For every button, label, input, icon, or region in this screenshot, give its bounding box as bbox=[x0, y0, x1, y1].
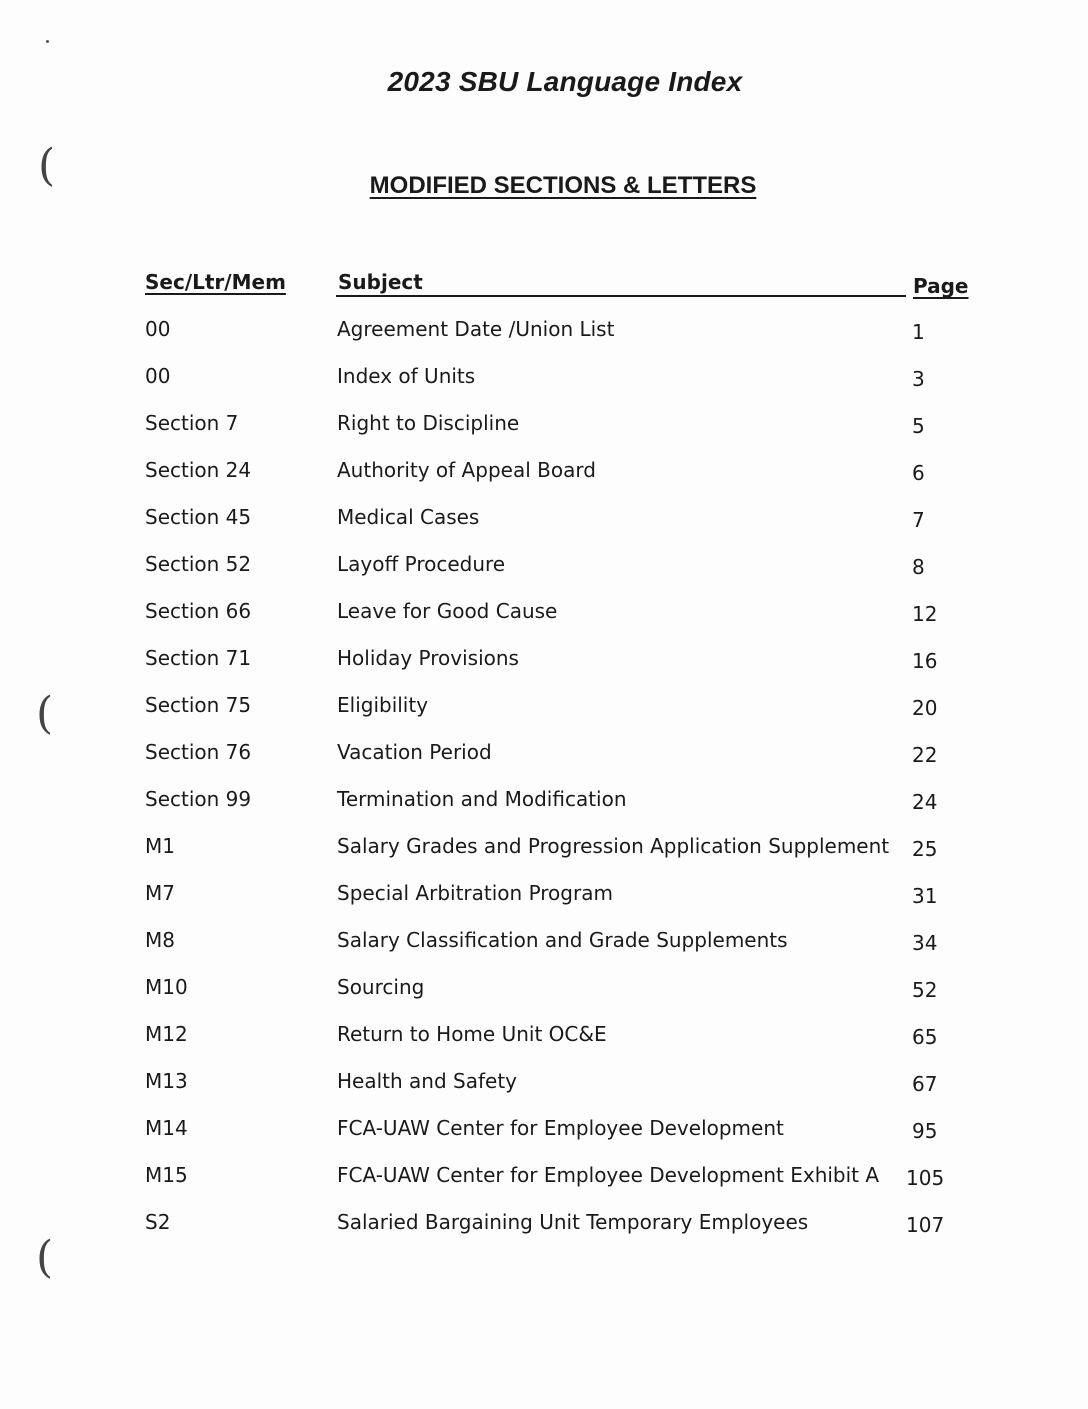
row-section: M10 bbox=[145, 975, 188, 999]
row-page: 8 bbox=[912, 555, 925, 579]
table-row bbox=[0, 458, 1088, 498]
table-row bbox=[0, 317, 1088, 357]
page-subtitle: MODIFIED SECTIONS & LETTERS bbox=[369, 172, 757, 199]
table-row bbox=[0, 599, 1088, 639]
table-row bbox=[0, 693, 1088, 733]
row-subject: Vacation Period bbox=[337, 740, 492, 764]
row-subject: Holiday Provisions bbox=[337, 646, 519, 670]
punch-hole-mark-top: ( bbox=[38, 140, 56, 191]
table-row bbox=[0, 411, 1088, 451]
row-page: 5 bbox=[912, 414, 925, 438]
row-section: Section 71 bbox=[145, 646, 252, 670]
row-subject: Health and Safety bbox=[337, 1069, 517, 1093]
table-row bbox=[0, 505, 1088, 545]
row-page: 12 bbox=[912, 602, 938, 626]
column-header-section: Sec/Ltr/Mem bbox=[145, 270, 286, 294]
row-page: 24 bbox=[912, 790, 938, 814]
row-subject: Layoff Procedure bbox=[337, 552, 506, 576]
row-page: 105 bbox=[906, 1166, 945, 1190]
table-row bbox=[0, 1163, 1088, 1203]
table-row bbox=[0, 364, 1088, 404]
row-section: M15 bbox=[145, 1163, 188, 1187]
row-subject: Eligibility bbox=[337, 693, 429, 717]
row-page: 31 bbox=[912, 884, 938, 908]
row-subject: Agreement Date /Union List bbox=[337, 317, 615, 341]
row-section: M7 bbox=[145, 881, 175, 905]
row-section: Section 24 bbox=[145, 458, 252, 482]
punch-hole-mark-middle: ( bbox=[36, 688, 54, 739]
row-subject: Index of Units bbox=[337, 364, 476, 388]
row-page: 67 bbox=[912, 1072, 938, 1096]
table-row bbox=[0, 646, 1088, 686]
table-row bbox=[0, 1022, 1088, 1062]
row-page: 22 bbox=[912, 743, 938, 767]
row-page: 95 bbox=[912, 1119, 938, 1143]
table-row bbox=[0, 1116, 1088, 1156]
row-page: 25 bbox=[912, 837, 938, 861]
row-subject: Termination and Modification bbox=[337, 787, 627, 811]
row-section: Section 66 bbox=[145, 599, 252, 623]
row-subject: Leave for Good Cause bbox=[337, 599, 558, 623]
row-section: 00 bbox=[145, 364, 171, 388]
row-page: 34 bbox=[912, 931, 938, 955]
row-subject: Salaried Bargaining Unit Temporary Employees bbox=[337, 1210, 809, 1234]
row-page: 107 bbox=[906, 1213, 945, 1237]
row-section: S2 bbox=[145, 1210, 171, 1234]
row-subject: Salary Grades and Progression Application Supplement bbox=[337, 834, 890, 858]
row-page: 20 bbox=[912, 696, 938, 720]
table-row bbox=[0, 552, 1088, 592]
row-section: Section 7 bbox=[145, 411, 239, 435]
row-section: M13 bbox=[145, 1069, 188, 1093]
row-subject: FCA-UAW Center for Employee Development bbox=[337, 1116, 784, 1140]
table-row bbox=[0, 928, 1088, 968]
row-section: M12 bbox=[145, 1022, 188, 1046]
table-row bbox=[0, 1069, 1088, 1109]
row-subject: Return to Home Unit OC&E bbox=[337, 1022, 607, 1046]
row-section: M14 bbox=[145, 1116, 188, 1140]
row-page: 3 bbox=[912, 367, 925, 391]
table-row bbox=[0, 1210, 1088, 1250]
row-subject: Special Arbitration Program bbox=[337, 881, 613, 905]
row-section: Section 45 bbox=[145, 505, 252, 529]
table-row bbox=[0, 834, 1088, 874]
row-page: 1 bbox=[912, 320, 925, 344]
row-page: 16 bbox=[912, 649, 938, 673]
row-subject: Sourcing bbox=[337, 975, 425, 999]
table-row bbox=[0, 787, 1088, 827]
row-page: 6 bbox=[912, 461, 925, 485]
row-subject: Medical Cases bbox=[337, 505, 480, 529]
row-subject: Authority of Appeal Board bbox=[337, 458, 596, 482]
row-section: M8 bbox=[145, 928, 175, 952]
column-header-subject: Subject bbox=[338, 270, 423, 294]
table-row bbox=[0, 975, 1088, 1015]
row-page: 52 bbox=[912, 978, 938, 1002]
row-subject: Right to Discipline bbox=[337, 411, 520, 435]
row-subject: FCA-UAW Center for Employee Development Exhibit A bbox=[337, 1163, 880, 1187]
row-section: Section 75 bbox=[145, 693, 252, 717]
row-subject: Salary Classification and Grade Supplements bbox=[337, 928, 788, 952]
row-page: 65 bbox=[912, 1025, 938, 1049]
row-section: 00 bbox=[145, 317, 171, 341]
column-header-page: Page bbox=[913, 274, 969, 298]
row-page: 7 bbox=[912, 508, 925, 532]
row-section: Section 99 bbox=[145, 787, 252, 811]
row-section: Section 76 bbox=[145, 740, 252, 764]
punch-hole-mark-bottom: ( bbox=[36, 1232, 54, 1283]
table-row bbox=[0, 881, 1088, 921]
table-row bbox=[0, 740, 1088, 780]
row-section: Section 52 bbox=[145, 552, 252, 576]
page-title: 2023 SBU Language Index bbox=[387, 66, 743, 97]
row-section: M1 bbox=[145, 834, 175, 858]
